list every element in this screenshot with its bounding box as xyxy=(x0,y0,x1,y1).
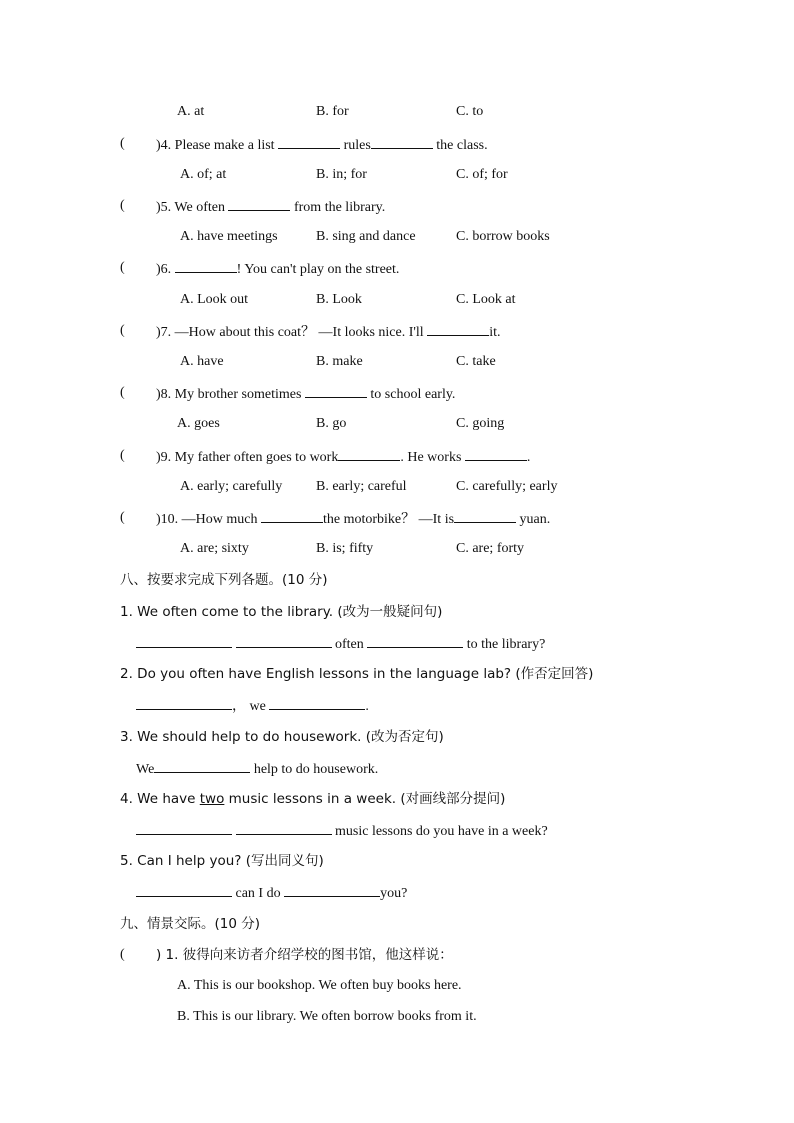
q3-option-c: C. to xyxy=(456,104,484,119)
question-7 xyxy=(0,321,794,341)
q4-option-c: C. of; for xyxy=(456,167,508,182)
s8-question-5: 5. Can I help you? (写出同义句) xyxy=(120,853,324,869)
answer-paren: ( xyxy=(120,136,125,151)
section-8-heading: 八、按要求完成下列各题。(10 分) xyxy=(120,572,328,588)
question-9 xyxy=(0,446,794,466)
q7-option-c: C. take xyxy=(456,354,496,369)
question-8 xyxy=(0,383,794,403)
s8-answer-4: music lessons do you have in a week? xyxy=(0,820,794,840)
s9-question-1: ( ) 1. 彼得向来访者介绍学校的图书馆，他这样说： xyxy=(120,947,453,963)
q5-option-b: B. sing and dance xyxy=(316,229,416,244)
answer-blank[interactable] xyxy=(367,633,463,648)
q6-stem: )6. ! You can't play on the street. xyxy=(156,258,399,280)
question-5 xyxy=(0,196,794,216)
answer-blank[interactable] xyxy=(154,758,250,773)
answer-blank[interactable] xyxy=(236,633,332,648)
s9-option-b: B. This is our library. We often borrow books from it. xyxy=(177,1009,477,1024)
answer-paren: ( xyxy=(120,510,125,525)
answer-blank[interactable] xyxy=(136,820,232,835)
q7-option-a: A. have xyxy=(180,354,224,369)
q7-stem: )7. —How about this coat？ —It looks nice. I'll it. xyxy=(156,321,500,343)
s8-question-2: 2. Do you often have English lessons in the language lab? (作否定回答) xyxy=(120,666,594,682)
q5-option-a: A. have meetings xyxy=(180,229,278,244)
answer-blank[interactable] xyxy=(454,508,516,523)
answer-paren: ( xyxy=(120,385,125,400)
question-10 xyxy=(0,508,794,528)
answer-blank[interactable] xyxy=(228,196,290,211)
q10-stem: )10. —How much the motorbike？ —It is yuan. xyxy=(156,508,550,530)
answer-paren: ( xyxy=(120,323,125,338)
q9-option-b: B. early; careful xyxy=(316,479,407,494)
q7-option-b: B. make xyxy=(316,354,363,369)
q4-option-a: A. of; at xyxy=(180,167,227,182)
q6-options xyxy=(0,290,794,310)
q10-options xyxy=(0,539,794,559)
answer-blank[interactable] xyxy=(236,820,332,835)
q3-option-a: A. at xyxy=(177,104,205,119)
answer-paren: ( xyxy=(120,260,125,275)
q10-option-c: C. are; forty xyxy=(456,541,525,556)
answer-blank[interactable] xyxy=(305,383,367,398)
underlined-word: two xyxy=(199,791,225,807)
q9-option-c: C. carefully; early xyxy=(456,479,558,494)
q5-options xyxy=(0,227,794,247)
s8-answer-1: often to the library? xyxy=(0,633,794,653)
answer-blank[interactable] xyxy=(278,134,340,149)
answer-blank[interactable] xyxy=(427,321,489,336)
answer-blank[interactable] xyxy=(175,258,237,273)
s8-answer-3: We help to do housework. xyxy=(0,758,794,778)
q8-option-b: B. go xyxy=(316,416,347,431)
q3-options xyxy=(0,102,794,122)
q6-option-a: A. Look out xyxy=(180,292,249,307)
q6-option-b: B. Look xyxy=(316,292,362,307)
q8-stem: )8. My brother sometimes to school early. xyxy=(156,383,455,405)
q9-options xyxy=(0,477,794,497)
q7-options xyxy=(0,352,794,372)
q4-option-b: B. in; for xyxy=(316,167,367,182)
answer-blank[interactable] xyxy=(269,695,365,710)
s8-answer-5: can I do you? xyxy=(0,882,794,902)
answer-paren: ( xyxy=(120,448,125,463)
answer-blank[interactable] xyxy=(136,633,232,648)
q10-option-a: A. are; sixty xyxy=(180,541,249,556)
answer-blank[interactable] xyxy=(371,134,433,149)
answer-paren: ( xyxy=(120,947,125,962)
question-4 xyxy=(0,134,794,154)
answer-blank[interactable] xyxy=(284,882,380,897)
q9-stem: )9. My father often goes to work . He works . xyxy=(156,446,530,468)
question-6 xyxy=(0,258,794,278)
answer-blank[interactable] xyxy=(136,882,232,897)
answer-blank[interactable] xyxy=(338,446,400,461)
q8-option-a: A. goes xyxy=(177,416,220,431)
q5-option-c: C. borrow books xyxy=(456,229,550,244)
q9-option-a: A. early; carefully xyxy=(180,479,283,494)
q3-option-b: B. for xyxy=(316,104,349,119)
answer-blank[interactable] xyxy=(465,446,527,461)
q10-option-b: B. is; fifty xyxy=(316,541,374,556)
answer-blank[interactable] xyxy=(136,695,232,710)
s8-question-4: 4. We have two music lessons in a week. (对画线部分提问) xyxy=(120,791,506,807)
s8-question-3: 3. We should help to do housework. (改为否定句) xyxy=(120,729,444,745)
s9-option-a: A. This is our bookshop. We often buy books here. xyxy=(177,978,462,993)
section-9-heading: 九、情景交际。(10 分) xyxy=(120,916,261,932)
s8-question-1: 1. We often come to the library. (改为一般疑问句) xyxy=(120,604,443,620)
q4-options xyxy=(0,165,794,185)
answer-blank[interactable] xyxy=(261,508,323,523)
q5-stem: )5. We often from the library. xyxy=(156,196,385,218)
q8-option-c: C. going xyxy=(456,416,505,431)
q4-stem: )4. Please make a list rules the class. xyxy=(156,134,488,156)
q6-option-c: C. Look at xyxy=(456,292,516,307)
q8-options xyxy=(0,414,794,434)
answer-paren: ( xyxy=(120,198,125,213)
s8-answer-2: ， we . xyxy=(0,695,794,715)
